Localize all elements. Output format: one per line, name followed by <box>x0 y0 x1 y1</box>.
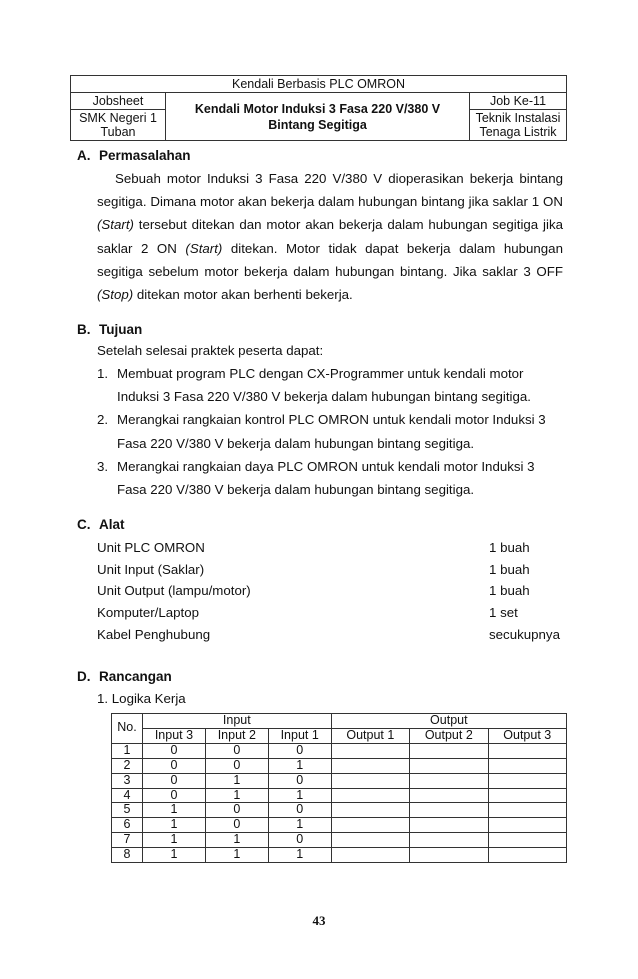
cell: 7 <box>112 833 143 848</box>
table-row <box>112 848 567 863</box>
cell <box>488 818 566 833</box>
cell <box>488 773 566 788</box>
section-d-title: Rancangan <box>99 669 172 684</box>
cell <box>410 848 488 863</box>
cell <box>331 848 409 863</box>
cell: 0 <box>268 833 331 848</box>
cell: 1 <box>205 848 268 863</box>
section-a-letter: A. <box>77 148 91 163</box>
table-row <box>112 773 567 788</box>
cell: 0 <box>143 743 206 758</box>
tool-quantity: 1 buah <box>489 540 530 555</box>
cell <box>331 833 409 848</box>
cell <box>488 743 566 758</box>
cell: 0 <box>205 803 268 818</box>
cell: 0 <box>268 803 331 818</box>
objective-text: Merangkai rangkaian daya PLC OMRON untuk kendali motor Induksi 3 Fasa 220 V/380 V bekerja dalam hubungan bintang segitiga. <box>117 458 535 498</box>
objective-item <box>97 362 567 408</box>
tool-name: Unit Input (Saklar) <box>97 561 205 577</box>
cell: 0 <box>205 758 268 773</box>
logic-header-no: No. <box>112 714 143 744</box>
cell <box>331 788 409 803</box>
tool-name: Unit PLC OMRON <box>97 540 205 555</box>
header-jobsheet: Jobsheet <box>71 93 166 110</box>
section-b-intro: Setelah selesai praktek peserta dapat: <box>97 343 324 358</box>
section-d-subheading: 1. Logika Kerja <box>97 691 186 706</box>
logic-col-input2: Input 2 <box>205 728 268 743</box>
para-text-2: tersebut ditekan dan motor akan bekerja dalam hubungan segitiga jika saklar 2 ON <box>97 217 563 256</box>
tool-quantity: secukupnya <box>489 626 560 642</box>
cell <box>331 743 409 758</box>
section-d-letter: D. <box>77 669 91 684</box>
table-row <box>112 803 567 818</box>
cell: 0 <box>268 743 331 758</box>
objective-item <box>97 408 567 454</box>
cell: 0 <box>268 773 331 788</box>
cell: 1 <box>205 833 268 848</box>
tool-item <box>97 537 567 559</box>
logic-col-output2: Output 2 <box>410 728 488 743</box>
school-line-2: Tuban <box>100 125 136 139</box>
header-job-title <box>166 93 470 141</box>
job-title-line-1: Kendali Motor Induksi 3 Fasa 220 V/380 V <box>194 101 441 116</box>
section-a-paragraph <box>97 167 563 306</box>
cell <box>331 758 409 773</box>
objective-number: 2. <box>97 412 109 428</box>
cell <box>331 803 409 818</box>
tools-list <box>97 537 567 645</box>
header-school <box>71 110 166 141</box>
table-row <box>112 833 567 848</box>
department-line-2: Tenaga Listrik <box>479 125 557 139</box>
para-italic-stop: (Stop) <box>97 287 134 303</box>
cell: 0 <box>143 773 206 788</box>
cell <box>410 773 488 788</box>
cell: 6 <box>112 818 143 833</box>
page-number: 43 <box>312 913 326 928</box>
section-a-title: Permasalahan <box>99 148 191 163</box>
cell: 1 <box>143 833 206 848</box>
cell: 1 <box>112 743 143 758</box>
cell: 0 <box>205 743 268 758</box>
cell <box>488 788 566 803</box>
para-text-4: ditekan motor akan berhenti bekerja. <box>133 287 353 303</box>
tool-name: Unit Output (lampu/motor) <box>97 583 251 599</box>
section-b-title: Tujuan <box>99 322 143 337</box>
table-row <box>112 788 567 803</box>
tool-item <box>97 624 567 646</box>
logic-col-output1: Output 1 <box>331 728 409 743</box>
objective-text: Merangkai rangkaian kontrol PLC OMRON untuk kendali motor Induksi 3 Fasa 220 V/380 V bekerja dalam hubungan bintang segitiga. <box>117 412 546 451</box>
cell <box>410 803 488 818</box>
cell: 0 <box>205 818 268 833</box>
cell: 8 <box>112 848 143 863</box>
cell <box>488 848 566 863</box>
cell <box>410 818 488 833</box>
objective-number: 3. <box>97 458 109 474</box>
cell <box>410 758 488 773</box>
header-top-title: Kendali Berbasis PLC OMRON <box>71 76 567 93</box>
tool-quantity: 1 set <box>489 605 518 621</box>
cell: 2 <box>112 758 143 773</box>
objective-number: 1. <box>97 366 109 381</box>
para-text-3: ditekan. Motor tidak dapat bekerja dalam hubungan segitiga sebelum motor bekerja dalam hubungan bintang. Jika saklar 3 OFF <box>97 240 563 279</box>
cell: 5 <box>112 803 143 818</box>
logic-col-output3: Output 3 <box>488 728 566 743</box>
logic-header-output: Output <box>331 714 566 729</box>
cell <box>410 743 488 758</box>
objective-text: Membuat program PLC dengan CX-Programmer untuk kendali motor Induksi 3 Fasa 220 V/380 V bekerja dalam hubungan bintang segitiga. <box>117 366 531 405</box>
job-title-line-2: Bintang Segitiga <box>268 117 367 132</box>
cell: 1 <box>268 848 331 863</box>
section-c-heading <box>77 517 125 532</box>
header-job-number: Job Ke-11 <box>470 93 567 110</box>
cell: 1 <box>268 758 331 773</box>
cell: 4 <box>112 788 143 803</box>
cell: 0 <box>143 788 206 803</box>
tool-item <box>97 559 567 581</box>
para-text-1: Sebuah motor Induksi 3 Fasa 220 V/380 V dioperasikan bekerja bintang segitiga. Dimana motor akan bekerja dalam hubungan bintang jika saklar 1 ON <box>97 171 563 210</box>
section-c-letter: C. <box>77 517 91 532</box>
cell <box>331 773 409 788</box>
tool-item <box>97 580 567 602</box>
cell: 0 <box>143 758 206 773</box>
objectives-list <box>97 362 567 501</box>
cell <box>331 818 409 833</box>
section-c-title: Alat <box>99 517 125 532</box>
tool-quantity: 1 buah <box>489 583 530 599</box>
cell: 1 <box>205 788 268 803</box>
cell: 1 <box>143 848 206 863</box>
school-line-1: SMK Negeri 1 <box>79 111 157 125</box>
cell: 1 <box>268 818 331 833</box>
table-row <box>112 818 567 833</box>
cell: 1 <box>268 788 331 803</box>
cell: 1 <box>205 773 268 788</box>
department-line-1: Teknik Instalasi <box>475 111 561 125</box>
cell: 1 <box>143 818 206 833</box>
section-b-letter: B. <box>77 322 91 337</box>
table-row <box>112 758 567 773</box>
section-b-heading <box>77 322 142 337</box>
logic-table <box>111 713 567 863</box>
cell <box>410 833 488 848</box>
tool-item <box>97 602 567 624</box>
cell: 1 <box>143 803 206 818</box>
logic-col-input3: Input 3 <box>143 728 206 743</box>
para-italic-start-1: (Start) <box>97 217 134 233</box>
section-a-heading <box>77 148 191 163</box>
cell <box>488 833 566 848</box>
header-department <box>470 110 567 141</box>
tool-name: Komputer/Laptop <box>97 605 200 621</box>
logic-header-input: Input <box>143 714 332 729</box>
table-row <box>112 743 567 758</box>
cell: 3 <box>112 773 143 788</box>
cell <box>488 803 566 818</box>
logic-col-input1: Input 1 <box>268 728 331 743</box>
objective-item <box>97 455 567 501</box>
para-italic-start-2: (Start) <box>185 240 223 256</box>
cell <box>488 758 566 773</box>
tool-quantity: 1 buah <box>489 561 530 577</box>
section-d-heading <box>77 669 172 684</box>
tool-name: Kabel Penghubung <box>97 626 211 642</box>
cell <box>410 788 488 803</box>
header-table <box>70 75 567 141</box>
